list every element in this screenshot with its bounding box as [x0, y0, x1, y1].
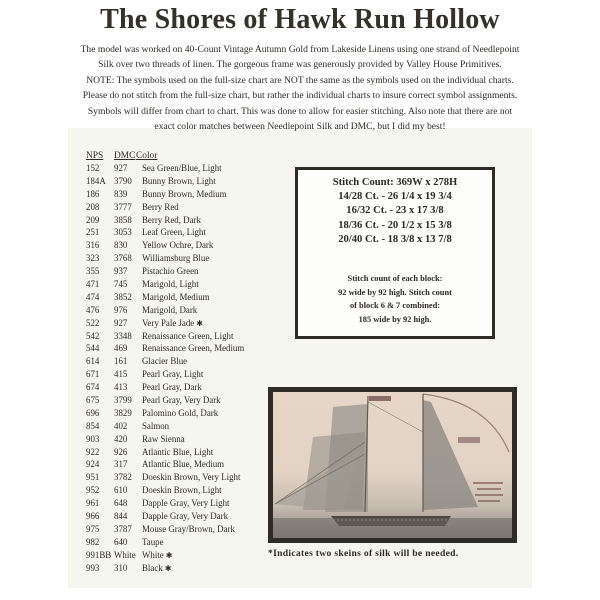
color-name: Doeskin Brown, Light — [142, 485, 222, 496]
page-title: The Shores of Hawk Run Hollow — [100, 4, 500, 35]
legend-row — [86, 188, 296, 201]
color-name: Renaissance Green, Light — [142, 330, 234, 341]
nps-code: 208 — [86, 201, 100, 212]
skein-footnote: *Indicates two skeins of silk will be needed. — [268, 548, 459, 559]
legend-row — [86, 252, 296, 265]
block-line: 185 wide by 92 high. — [358, 315, 432, 325]
color-name: Glacier Blue — [142, 356, 188, 367]
nps-code: 982 — [86, 536, 100, 547]
legend-row — [86, 330, 296, 343]
block-count-box — [295, 260, 495, 339]
nps-code: 924 — [86, 459, 100, 470]
nps-code: 186 — [86, 188, 100, 199]
intro-line: The model was worked on 40-Count Vintage Autumn Gold from Lakeside Linens using one strand of Needlepoint — [80, 44, 520, 55]
header-dmc: DMC — [114, 151, 136, 161]
color-name: Raw Sienna — [142, 433, 185, 444]
color-name: Williamsburg Blue — [142, 253, 210, 264]
legend-row — [86, 510, 296, 523]
dmc-code: 161 — [114, 356, 128, 367]
color-name: Palomino Gold, Dark — [142, 407, 219, 418]
legend-row — [86, 523, 296, 536]
nps-code: 323 — [86, 253, 100, 264]
intro-line: Please do not stitch from the full-size chart, but rather the individual charts to insure correct symbol assignments. — [82, 90, 518, 102]
stitch-size-14-28: 14/28 Ct. - 26 1/4 x 19 3/4 — [338, 191, 452, 203]
color-name: White — [142, 549, 164, 560]
color-name: Bunny Brown, Medium — [142, 188, 227, 199]
color-name-cell — [142, 162, 296, 175]
dmc-code: 402 — [114, 420, 128, 431]
color-name-cell — [142, 317, 296, 330]
legend-row — [86, 226, 296, 239]
color-name: Black — [142, 562, 163, 573]
nps-code: 671 — [86, 369, 100, 380]
nps-code: 675 — [86, 395, 100, 406]
color-name: Taupe — [142, 536, 164, 547]
legend-row — [86, 407, 296, 420]
color-name: Marigold, Dark — [142, 304, 198, 315]
color-name: Pearl Gray, Very Dark — [142, 395, 221, 406]
nps-code: 922 — [86, 446, 100, 457]
color-name: Pearl Gray, Dark — [142, 382, 202, 393]
legend-row — [86, 458, 296, 471]
nps-code: 152 — [86, 163, 100, 173]
color-name: Marigold, Medium — [142, 291, 210, 302]
dmc-code: 3799 — [114, 395, 132, 406]
legend-row — [86, 162, 296, 175]
dmc-code: 926 — [114, 446, 128, 457]
color-name: Bunny Brown, Light — [142, 175, 216, 186]
dmc-code: 830 — [114, 240, 128, 251]
legend-row — [86, 201, 296, 214]
legend-row — [86, 394, 296, 407]
nps-code: 614 — [86, 356, 100, 367]
block-line: of block 6 & 7 combined: — [349, 301, 441, 311]
color-name: Yellow Ochre, Dark — [142, 240, 214, 251]
dmc-code: 415 — [114, 369, 128, 380]
color-name: Doeskin Brown, Very Light — [142, 472, 241, 483]
dmc-code: 839 — [114, 188, 128, 199]
dmc-code: 3852 — [114, 291, 132, 302]
color-name: Leaf Green, Light — [142, 227, 206, 238]
nps-code: 251 — [86, 227, 100, 238]
nps-code: 961 — [86, 498, 100, 509]
intro-line: exact color matches between Needlepoint Silk and DMC, but I did my best! — [154, 121, 446, 133]
dmc-code: 927 — [114, 317, 128, 328]
color-name: Dapple Gray, Very Light — [142, 498, 230, 509]
nps-code: 975 — [86, 523, 100, 534]
color-name-cell — [142, 239, 296, 252]
color-name-cell — [142, 355, 296, 368]
stitch-count-total: Stitch Count: 369W x 278H — [332, 177, 458, 188]
dmc-code: 310 — [114, 562, 128, 573]
stitch-size-20-40: 20/40 Ct. - 18 3/8 x 13 7/8 — [338, 233, 452, 245]
color-name: Pearl Gray, Light — [142, 369, 204, 380]
block-line: 92 wide by 92 high. Stitch count — [338, 287, 452, 297]
dmc-code: 3787 — [114, 523, 132, 534]
two-skeins-star-icon: ✱ — [196, 318, 203, 328]
color-name: Berry Red, Dark — [142, 214, 201, 225]
dmc-code: 3829 — [114, 407, 132, 418]
color-name: Marigold, Light — [142, 279, 199, 290]
color-name: Dapple Gray, Very Dark — [142, 511, 229, 522]
color-name-cell — [142, 291, 296, 304]
nps-code: 184A — [86, 175, 106, 186]
color-name-cell — [142, 265, 296, 278]
nps-code: 471 — [86, 279, 100, 290]
color-name-cell — [142, 562, 296, 575]
legend-row — [86, 342, 296, 355]
legend-row — [86, 291, 296, 304]
dmc-code: 927 — [114, 163, 128, 173]
legend-row — [86, 420, 296, 433]
nps-code: 966 — [86, 511, 100, 522]
color-name-cell — [142, 278, 296, 291]
stitch-size-16-32: 16/32 Ct. - 23 x 17 3/8 — [346, 205, 444, 217]
dmc-code: 640 — [114, 536, 128, 547]
dmc-code: 976 — [114, 304, 128, 315]
nps-code: 476 — [86, 304, 100, 315]
color-name-cell — [142, 214, 296, 227]
intro-text — [60, 42, 540, 134]
legend-row — [86, 368, 296, 381]
intro-line: Silk over two threads of linen. The gorgeous frame was generously provided by Valley House Primitives. — [98, 59, 502, 71]
color-name: Renaissance Green, Medium — [142, 343, 245, 354]
schooner-illustration — [273, 392, 512, 538]
nps-code: 903 — [86, 433, 100, 444]
dmc-code: 745 — [114, 279, 128, 290]
dmc-code: White — [114, 549, 136, 560]
color-name: Sea Green/Blue, Light — [142, 163, 222, 173]
dmc-code: 3768 — [114, 253, 132, 264]
color-name-cell — [142, 175, 296, 188]
intro-line: NOTE: The symbols used on the full-size chart are NOT the same as the symbols used on the individual charts. — [86, 74, 514, 86]
nps-code: 674 — [86, 382, 100, 393]
nps-code: 991BB — [86, 549, 112, 560]
color-name-cell — [142, 252, 296, 265]
nps-code: 209 — [86, 214, 100, 225]
color-name: Mouse Gray/Brown, Dark — [142, 523, 235, 534]
legend-row — [86, 214, 296, 227]
color-legend-table — [86, 150, 296, 575]
nps-code: 522 — [86, 317, 100, 328]
dmc-code: 937 — [114, 266, 128, 277]
ship-sampler-image — [273, 392, 512, 538]
dmc-code: 3858 — [114, 214, 132, 225]
legend-row — [86, 265, 296, 278]
nps-code: 951 — [86, 472, 100, 483]
dmc-code: 844 — [114, 511, 128, 522]
dmc-code: 3790 — [114, 175, 132, 186]
legend-row — [86, 304, 296, 317]
legend-row — [86, 484, 296, 497]
dmc-code: 3348 — [114, 330, 132, 341]
sampler-photo-frame — [268, 387, 517, 543]
legend-row — [86, 317, 296, 330]
legend-row — [86, 381, 296, 394]
color-name-cell — [142, 226, 296, 239]
color-name: Berry Red — [142, 201, 179, 212]
nps-code: 355 — [86, 266, 100, 277]
legend-row — [86, 239, 296, 252]
dmc-code: 469 — [114, 343, 128, 354]
intro-line: Symbols will differ from chart to chart. This was done to allow for easier stitching. Also note that there are not — [87, 105, 513, 117]
legend-row — [86, 536, 296, 549]
color-name: Atlantic Blue, Medium — [142, 459, 225, 470]
header-color: Color — [136, 151, 158, 161]
nps-code: 952 — [86, 485, 100, 496]
dmc-code: 610 — [114, 485, 128, 496]
legend-row — [86, 355, 296, 368]
color-name-cell — [142, 304, 296, 317]
nps-code: 544 — [86, 343, 100, 354]
dmc-code: 3782 — [114, 472, 132, 483]
dmc-code: 413 — [114, 382, 128, 393]
color-name-cell — [142, 342, 296, 355]
legend-rows — [86, 162, 296, 575]
dmc-code: 3053 — [114, 227, 132, 238]
color-name-cell — [142, 330, 296, 343]
legend-row — [86, 562, 296, 575]
legend-row — [86, 471, 296, 484]
nps-code: 474 — [86, 291, 100, 302]
block-line: Stitch count of each block: — [347, 274, 443, 283]
dmc-code: 420 — [114, 433, 128, 444]
color-name-cell — [142, 368, 296, 381]
nps-code: 542 — [86, 330, 100, 341]
color-name-cell — [142, 188, 296, 201]
dmc-code: 317 — [114, 459, 128, 470]
legend-row — [86, 497, 296, 510]
two-skeins-star-icon: ✱ — [165, 550, 173, 560]
dmc-code: 648 — [114, 498, 128, 509]
legend-row — [86, 446, 296, 459]
color-name: Pistachio Green — [142, 266, 199, 277]
color-name: Salmon — [142, 420, 170, 431]
nps-code: 696 — [86, 407, 100, 418]
stitch-size-18-36: 18/36 Ct. - 20 1/2 x 15 3/8 — [338, 219, 452, 231]
color-name: Atlantic Blue, Light — [142, 446, 214, 457]
color-name-cell — [142, 201, 296, 214]
legend-header-row — [86, 150, 296, 162]
color-name: Very Pale Jade — [142, 317, 195, 328]
header-nps: NPS — [86, 151, 104, 161]
legend-row — [86, 549, 296, 562]
dmc-code: 3777 — [114, 201, 132, 212]
two-skeins-star-icon: ✱ — [164, 563, 172, 573]
legend-row — [86, 433, 296, 446]
nps-code: 854 — [86, 420, 100, 431]
legend-row — [86, 278, 296, 291]
nps-code: 993 — [86, 562, 100, 573]
nps-code: 316 — [86, 240, 100, 251]
legend-row — [86, 175, 296, 188]
